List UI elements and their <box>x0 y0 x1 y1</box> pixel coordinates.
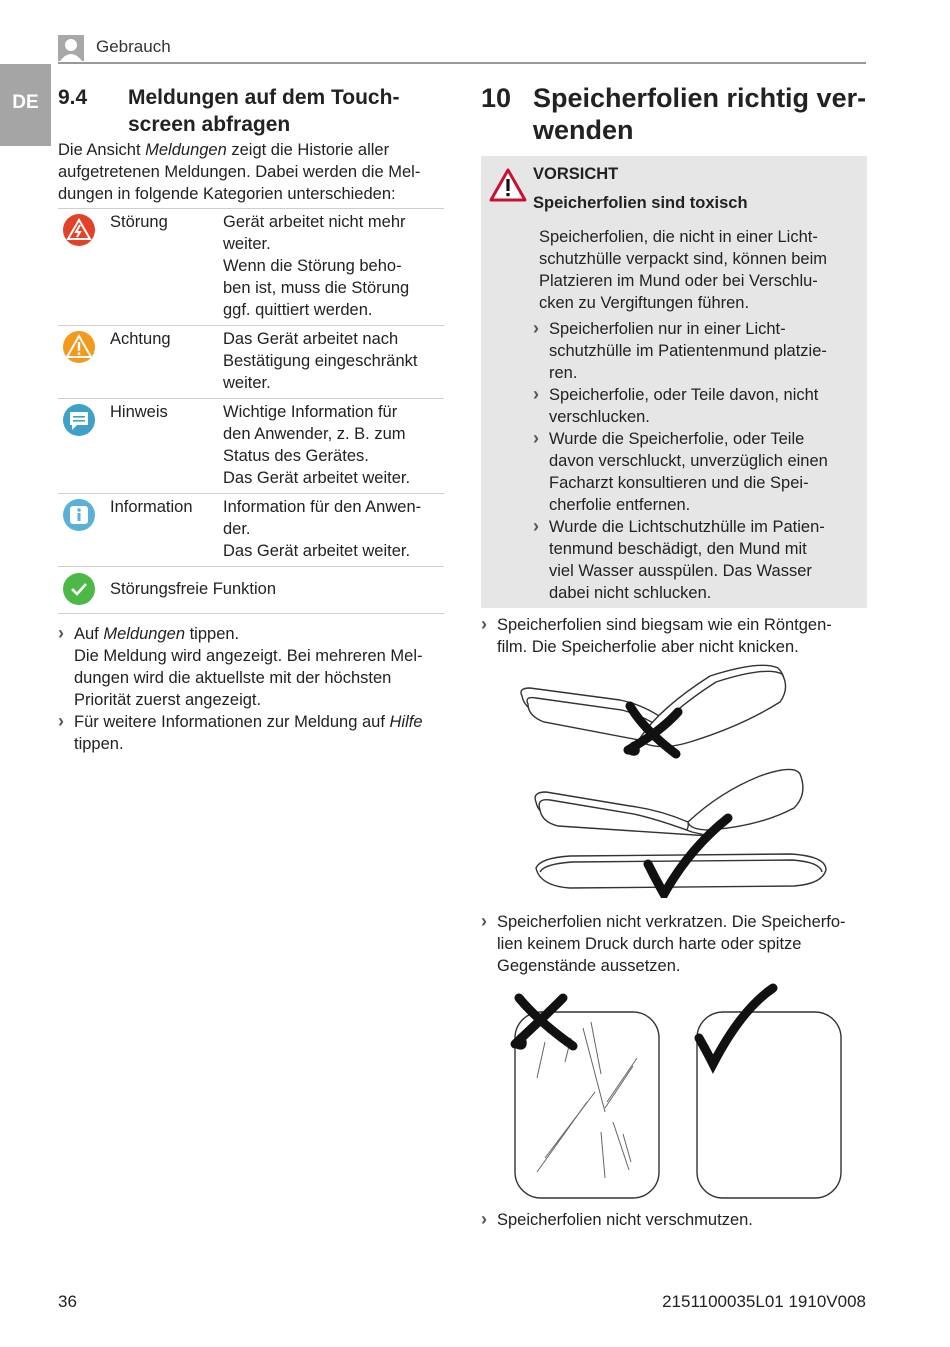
scratch-step <box>481 911 873 977</box>
caution-line: schutzhülle verpackt sind, können beim <box>539 250 827 268</box>
step-text: Speicherfolie, oder Teile davon, nicht <box>549 386 819 404</box>
category-description <box>223 399 444 493</box>
step-text: Speicherfolien nur in einer Licht- <box>549 320 786 338</box>
heading-line: Meldungen auf dem Touch- <box>128 86 400 109</box>
category-description <box>223 209 444 325</box>
step-text: ren. <box>549 364 578 382</box>
list-item <box>533 318 855 384</box>
step-text: davon verschluckt, unverzüglich einen <box>549 452 828 470</box>
description-line: Das Gerät arbeitet nach <box>223 330 399 348</box>
step-text: verschlucken. <box>549 408 650 426</box>
description-line: ben ist, muss die Störung <box>223 279 410 297</box>
description-line: Information für den Anwen- <box>223 498 422 516</box>
caution-line: Platzieren im Mund oder bei Verschlu- <box>539 272 818 290</box>
step-text: dabei nicht schlucken. <box>549 584 712 602</box>
description-line: Das Gerät arbeitet weiter. <box>223 542 411 560</box>
description-line: Das Gerät arbeitet weiter. <box>223 469 411 487</box>
document-id: 2151100035L01 1910V008 <box>662 1292 866 1311</box>
step-text: viel Wasser ausspülen. Das Wasser <box>549 562 812 580</box>
step-emphasis: Meldungen <box>103 625 186 643</box>
section-title: Gebrauch <box>96 37 171 56</box>
category-name: Störungsfreie Funktion <box>110 580 277 598</box>
intro-emphasis: Meldungen <box>145 141 227 159</box>
step-emphasis: Hilfe <box>389 713 423 731</box>
chapter-heading-10 <box>481 82 871 148</box>
table-row <box>58 398 444 493</box>
caution-steps <box>533 318 855 604</box>
list-item <box>533 384 855 428</box>
step-text: film. Die Speicherfolie aber nicht knicken. <box>497 638 799 656</box>
heading-text <box>128 84 448 138</box>
description-line: Bestätigung eingeschränkt <box>223 352 418 370</box>
description-line: weiter. <box>223 235 271 253</box>
header-divider <box>58 62 866 64</box>
category-name: Information <box>110 498 193 516</box>
list-item <box>58 711 450 755</box>
note-icon <box>62 403 96 437</box>
description-line: weiter. <box>223 374 271 392</box>
step-text: Speicherfolien sind biegsam wie ein Röntgen- <box>497 616 832 634</box>
category-name: Hinweis <box>110 403 168 421</box>
step-text: Speicherfolien nicht verkratzen. Die Speicherfo- <box>497 913 846 931</box>
category-name: Störung <box>110 213 168 231</box>
dirty-step <box>481 1209 873 1231</box>
step-text: Wurde die Lichtschutzhülle im Patien- <box>549 518 825 536</box>
step-text: Gegenstände aussetzen. <box>497 957 681 975</box>
info-icon <box>62 498 96 532</box>
caution-text <box>539 226 855 314</box>
description-line: Wenn die Störung beho- <box>223 257 402 275</box>
step-text: tippen. <box>185 625 240 643</box>
section-heading-9-4 <box>58 84 448 140</box>
table-row <box>58 208 444 325</box>
description-line: Status des Gerätes. <box>223 447 369 465</box>
step-result: dungen wird die aktuellste mit der höchsten <box>74 669 392 687</box>
fault-icon <box>62 213 96 247</box>
caution-line: cken zu Vergiftungen führen. <box>539 294 750 312</box>
step-text: tippen. <box>74 735 124 753</box>
list-item <box>481 911 873 977</box>
intro-paragraph <box>58 139 448 205</box>
step-text: tenmund beschädigt, den Mund mit <box>549 540 807 558</box>
intro-text: zeigt die Historie aller <box>226 141 390 159</box>
heading-text <box>533 82 873 146</box>
step-text: Facharzt konsultieren und die Spei- <box>549 474 809 492</box>
intro-text: Die Ansicht <box>58 141 146 159</box>
step-text: Wurde die Speicherfolie, oder Teile <box>549 430 805 448</box>
list-item <box>58 623 450 711</box>
warning-icon <box>62 330 96 364</box>
caution-subtitle: Speicherfolien sind toxisch <box>533 194 748 212</box>
message-categories-table <box>58 208 444 614</box>
caution-line: Speicherfolien, die nicht in einer Licht- <box>539 228 818 246</box>
caution-box <box>481 156 867 608</box>
category-description <box>223 326 444 398</box>
bend-step <box>481 614 871 658</box>
caution-triangle-icon <box>489 168 527 202</box>
table-row <box>58 566 444 614</box>
list-item <box>481 1209 873 1231</box>
list-item <box>533 428 855 516</box>
person-icon <box>58 35 84 61</box>
category-description <box>223 494 444 566</box>
intro-text: aufgetretenen Meldungen. Dabei werden die Mel- <box>58 163 421 181</box>
list-item <box>533 516 855 604</box>
description-line: Gerät arbeitet nicht mehr <box>223 213 406 231</box>
left-steps <box>58 623 450 755</box>
intro-text: dungen in folgende Kategorien unterschieden: <box>58 185 396 203</box>
heading-line: Speicherfolien richtig ver- <box>533 83 867 113</box>
bend-illustration <box>510 658 840 898</box>
step-text: Für weitere Informationen zur Meldung auf <box>74 713 390 731</box>
table-row <box>58 325 444 398</box>
step-text: Auf <box>74 625 104 643</box>
table-row <box>58 493 444 566</box>
description-line: der. <box>223 520 251 538</box>
description-line: ggf. quittiert werden. <box>223 301 373 319</box>
scratch-illustration <box>505 982 850 1202</box>
step-result: Priorität zuerst angezeigt. <box>74 691 262 709</box>
language-tab: DE <box>0 64 51 146</box>
heading-number: 10 <box>481 83 512 113</box>
heading-line: wenden <box>533 115 634 145</box>
ok-check-icon <box>62 572 96 606</box>
step-text: cherfolie entfernen. <box>549 496 691 514</box>
description-line: den Anwender, z. B. zum <box>223 425 406 443</box>
heading-number: 9.4 <box>58 86 88 109</box>
page-number: 36 <box>58 1292 77 1311</box>
list-item <box>481 614 871 658</box>
step-text: schutzhülle im Patientenmund platzie- <box>549 342 827 360</box>
caution-title: VORSICHT <box>533 165 619 183</box>
step-result: Die Meldung wird angezeigt. Bei mehreren Mel- <box>74 647 423 665</box>
description-line: Wichtige Information für <box>223 403 398 421</box>
step-text: lien keinem Druck durch harte oder spitze <box>497 935 802 953</box>
category-name: Achtung <box>110 330 171 348</box>
heading-line: screen abfragen <box>128 113 291 136</box>
step-text: Speicherfolien nicht verschmutzen. <box>497 1211 753 1229</box>
